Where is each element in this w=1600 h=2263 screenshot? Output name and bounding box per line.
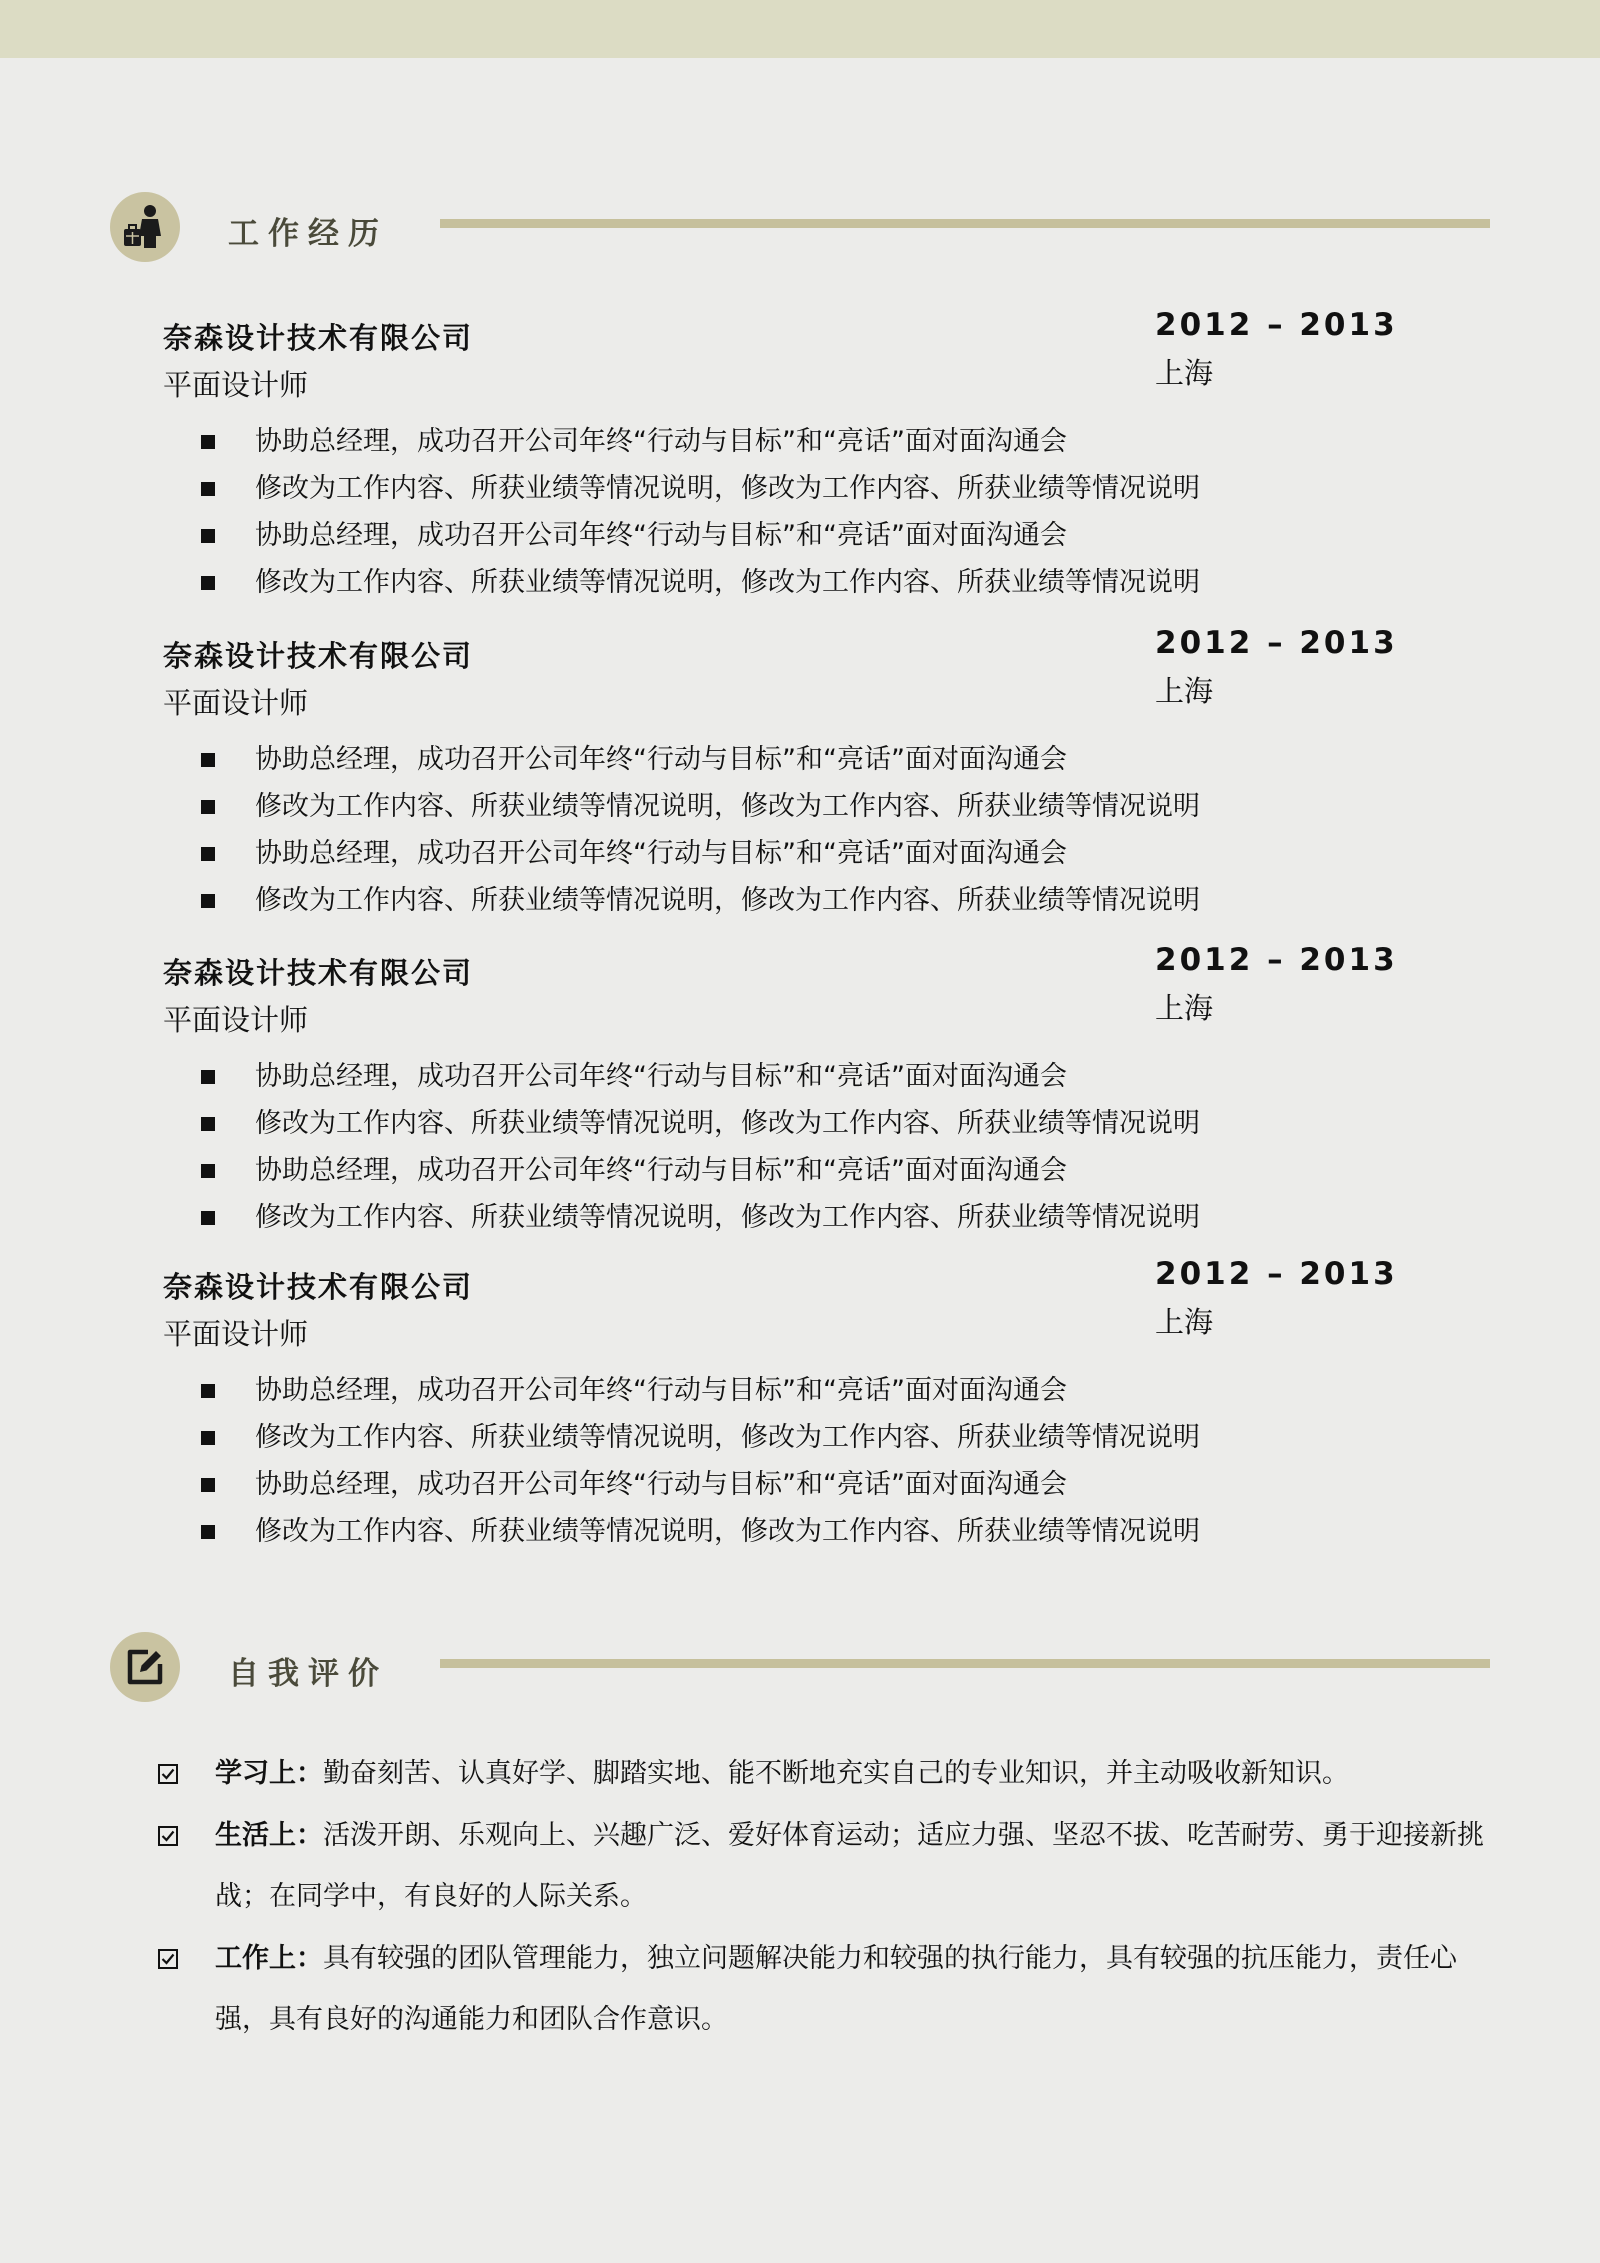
bullet-item: 修改为工作内容、所获业绩等情况说明，修改为工作内容、所获业绩等情况说明	[201, 783, 1200, 830]
square-bullet-icon	[201, 1384, 215, 1398]
bullet-item: 修改为工作内容、所获业绩等情况说明，修改为工作内容、所获业绩等情况说明	[201, 877, 1200, 924]
bullet-item: 修改为工作内容、所获业绩等情况说明，修改为工作内容、所获业绩等情况说明	[201, 1508, 1200, 1555]
evaluation-label: 学习上：	[215, 1758, 323, 1789]
checkbox-checked-icon	[158, 1826, 178, 1846]
evaluation-item	[158, 1805, 1498, 1927]
section-divider	[440, 219, 1490, 228]
evaluation-text: 勤奋刻苦、认真好学、脚踏实地、能不断地充实自己的专业知识，并主动吸收新知识。	[323, 1758, 1349, 1789]
job-bullets	[201, 418, 1200, 606]
job-city: 上海	[1155, 991, 1214, 1025]
bullet-item: 协助总经理，成功召开公司年终“行动与目标”和“亮话”面对面沟通会	[201, 418, 1200, 465]
job-bullets	[201, 1053, 1200, 1241]
job-dates: 2012 – 2013	[1155, 625, 1398, 661]
job-city: 上海	[1155, 1305, 1214, 1339]
business-person-icon	[110, 192, 180, 262]
bullet-item: 修改为工作内容、所获业绩等情况说明，修改为工作内容、所获业绩等情况说明	[201, 1414, 1200, 1461]
job-entry	[163, 942, 1423, 1261]
company-name: 奈森设计技术有限公司	[163, 1270, 474, 1304]
square-bullet-icon	[201, 847, 215, 861]
evaluation-list	[158, 1743, 1498, 2051]
square-bullet-icon	[201, 1211, 215, 1225]
job-role: 平面设计师	[163, 686, 309, 720]
job-dates: 2012 – 2013	[1155, 1256, 1398, 1292]
square-bullet-icon	[201, 576, 215, 590]
square-bullet-icon	[201, 482, 215, 496]
bullet-item: 协助总经理，成功召开公司年终“行动与目标”和“亮话”面对面沟通会	[201, 512, 1200, 559]
company-name: 奈森设计技术有限公司	[163, 321, 474, 355]
bullet-item: 协助总经理，成功召开公司年终“行动与目标”和“亮话”面对面沟通会	[201, 1461, 1200, 1508]
evaluation-text: 活泼开朗、乐观向上、兴趣广泛、爱好体育运动；适应力强、坚忍不拔、吃苦耐劳、勇于迎接新挑战；在同学中，有良好的人际关系。	[215, 1820, 1484, 1912]
company-name: 奈森设计技术有限公司	[163, 639, 474, 673]
bullet-item: 协助总经理，成功召开公司年终“行动与目标”和“亮话”面对面沟通会	[201, 1367, 1200, 1414]
square-bullet-icon	[201, 894, 215, 908]
job-entry	[163, 1256, 1423, 1575]
checkbox-checked-icon	[158, 1949, 178, 1969]
bullet-item: 协助总经理，成功召开公司年终“行动与目标”和“亮话”面对面沟通会	[201, 1147, 1200, 1194]
job-role: 平面设计师	[163, 1317, 309, 1351]
job-city: 上海	[1155, 356, 1214, 390]
work-section-header	[110, 192, 1490, 264]
square-bullet-icon	[201, 800, 215, 814]
job-dates: 2012 – 2013	[1155, 307, 1398, 343]
bullet-item: 修改为工作内容、所获业绩等情况说明，修改为工作内容、所获业绩等情况说明	[201, 465, 1200, 512]
self-section-title: 自我评价	[228, 1656, 388, 1692]
job-entry	[163, 625, 1423, 944]
square-bullet-icon	[201, 1070, 215, 1084]
job-entry	[163, 307, 1423, 626]
bullet-item: 协助总经理，成功召开公司年终“行动与目标”和“亮话”面对面沟通会	[201, 830, 1200, 877]
bullet-item: 协助总经理，成功召开公司年终“行动与目标”和“亮话”面对面沟通会	[201, 1053, 1200, 1100]
section-divider	[440, 1659, 1490, 1668]
square-bullet-icon	[201, 753, 215, 767]
bullet-item: 修改为工作内容、所获业绩等情况说明，修改为工作内容、所获业绩等情况说明	[201, 1100, 1200, 1147]
evaluation-label: 生活上：	[215, 1820, 323, 1851]
evaluation-item	[158, 1743, 1498, 1804]
checkbox-checked-icon	[158, 1764, 178, 1784]
square-bullet-icon	[201, 529, 215, 543]
square-bullet-icon	[201, 435, 215, 449]
job-role: 平面设计师	[163, 1003, 309, 1037]
job-dates: 2012 – 2013	[1155, 942, 1398, 978]
bullet-item: 修改为工作内容、所获业绩等情况说明，修改为工作内容、所获业绩等情况说明	[201, 1194, 1200, 1241]
evaluation-text: 具有较强的团队管理能力，独立问题解决能力和较强的执行能力，具有较强的抗压能力，责任心强，具有良好的沟通能力和团队合作意识。	[215, 1943, 1457, 2035]
evaluation-label: 工作上：	[215, 1943, 323, 1974]
job-city: 上海	[1155, 674, 1214, 708]
square-bullet-icon	[201, 1431, 215, 1445]
company-name: 奈森设计技术有限公司	[163, 956, 474, 990]
square-bullet-icon	[201, 1164, 215, 1178]
evaluation-item	[158, 1928, 1498, 2050]
bullet-item: 协助总经理，成功召开公司年终“行动与目标”和“亮话”面对面沟通会	[201, 736, 1200, 783]
edit-icon	[110, 1632, 180, 1702]
job-bullets	[201, 1367, 1200, 1555]
work-section-title: 工作经历	[228, 216, 388, 252]
square-bullet-icon	[201, 1478, 215, 1492]
job-bullets	[201, 736, 1200, 924]
bullet-item: 修改为工作内容、所获业绩等情况说明，修改为工作内容、所获业绩等情况说明	[201, 559, 1200, 606]
square-bullet-icon	[201, 1525, 215, 1539]
square-bullet-icon	[201, 1117, 215, 1131]
top-band	[0, 0, 1600, 58]
job-role: 平面设计师	[163, 368, 309, 402]
self-section-header	[110, 1632, 1490, 1704]
